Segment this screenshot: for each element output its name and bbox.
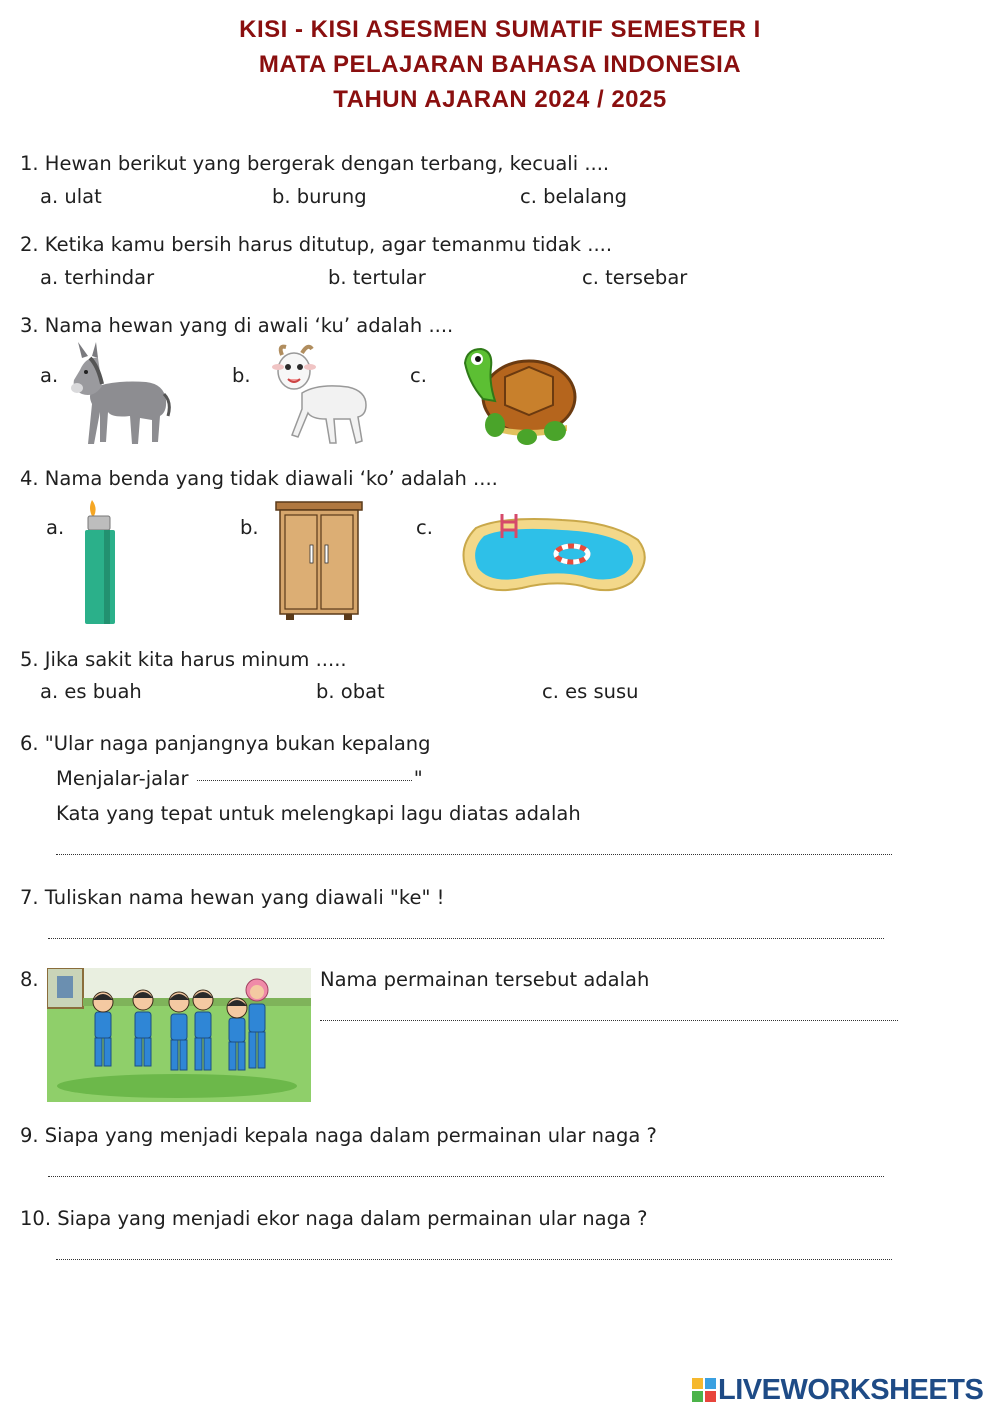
donkey-image[interactable] <box>68 342 172 448</box>
question-1-text: 1. Hewan berikut yang bergerak dengan terbang, kecuali .... <box>20 152 610 175</box>
question-3-option-b-label[interactable]: b. <box>232 364 251 387</box>
question-1-option-c[interactable]: c. belalang <box>520 185 627 208</box>
question-3-option-c-label[interactable]: c. <box>410 364 427 387</box>
question-2-text: 2. Ketika kamu bersih harus ditutup, agar temanmu tidak .... <box>20 233 613 256</box>
question-7-answer-line[interactable] <box>48 938 884 939</box>
worksheet-title-line-3: TAHUN AJARAN 2024 / 2025 <box>333 86 667 113</box>
question-4-option-c-label[interactable]: c. <box>416 516 433 539</box>
question-5-option-a[interactable]: a. es buah <box>40 680 142 703</box>
question-5-option-c[interactable]: c. es susu <box>542 680 639 703</box>
question-9-answer-line[interactable] <box>48 1176 884 1177</box>
question-6-text: 6. "Ular naga panjangnya bukan kepalang <box>20 732 431 755</box>
question-8-answer-line[interactable] <box>320 1020 898 1021</box>
question-3-option-a-label[interactable]: a. <box>40 364 59 387</box>
question-6-instruction: Kata yang tepat untuk melengkapi lagu diatas adalah <box>56 802 581 825</box>
question-5-option-b[interactable]: b. obat <box>316 680 385 703</box>
question-8-text: Nama permainan tersebut adalah <box>320 968 650 991</box>
cupboard-image[interactable] <box>274 500 364 624</box>
question-4-option-b-label[interactable]: b. <box>240 516 259 539</box>
lighter-image[interactable] <box>80 500 120 624</box>
question-8-number: 8. <box>20 968 39 991</box>
question-6-lyric-line <box>56 767 423 790</box>
turtle-image[interactable] <box>455 343 579 447</box>
question-6-answer-line[interactable] <box>56 854 892 855</box>
goat-image[interactable] <box>272 343 372 447</box>
question-2-option-c[interactable]: c. tersebar <box>582 266 688 289</box>
question-1-option-a[interactable]: a. ulat <box>40 185 102 208</box>
question-6-lyric-start: Menjalar-jalar <box>56 767 189 790</box>
children-playing-ular-naga-image[interactable] <box>47 968 311 1102</box>
question-10-text: 10. Siapa yang menjadi ekor naga dalam permainan ular naga ? <box>20 1207 648 1230</box>
worksheet-title-line-2: MATA PELAJARAN BAHASA INDONESIA <box>258 51 742 78</box>
question-4-text: 4. Nama benda yang tidak diawali ‘ko’ adalah .... <box>20 467 498 490</box>
question-10-answer-line[interactable] <box>56 1259 892 1260</box>
question-2-option-a[interactable]: a. terhindar <box>40 266 155 289</box>
question-5-text: 5. Jika sakit kita harus minum ..... <box>20 648 347 671</box>
question-6-lyric-blank[interactable] <box>197 780 412 781</box>
pool-image[interactable] <box>462 508 648 600</box>
liveworksheets-logo[interactable] <box>692 1374 983 1407</box>
question-2-option-b[interactable]: b. tertular <box>328 266 426 289</box>
question-4-option-a-label[interactable]: a. <box>46 516 65 539</box>
worksheet-title-line-1: KISI - KISI ASESMEN SUMATIF SEMESTER I <box>239 16 761 43</box>
liveworksheets-logo-icon <box>692 1378 716 1402</box>
question-3-text: 3. Nama hewan yang di awali ‘ku’ adalah .... <box>20 314 454 337</box>
liveworksheets-logo-text: LIVEWORKSHEETS <box>718 1374 984 1406</box>
question-9-text: 9. Siapa yang menjadi kepala naga dalam permainan ular naga ? <box>20 1124 657 1147</box>
question-1-option-b[interactable]: b. burung <box>272 185 367 208</box>
question-7-text: 7. Tuliskan nama hewan yang diawali "ke" ! <box>20 886 445 909</box>
question-6-lyric-end: " <box>413 767 423 790</box>
